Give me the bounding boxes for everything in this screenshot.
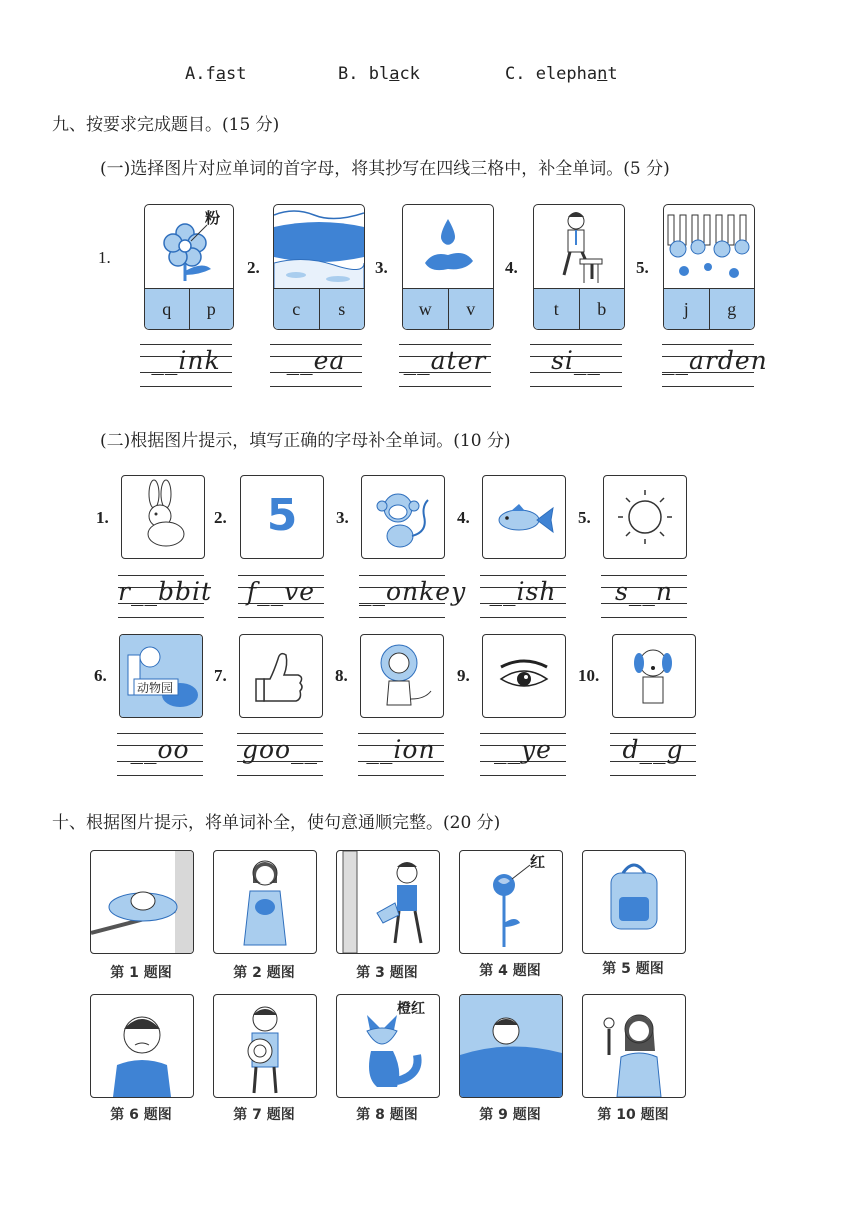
sleeping-child-icon	[460, 995, 562, 1097]
writing-lines[interactable]	[117, 733, 203, 777]
rabbit-icon	[122, 476, 204, 558]
figure-caption: 第 7 题图	[233, 1107, 295, 1123]
pink-label: 粉	[205, 209, 221, 227]
item-number: 4.	[457, 508, 470, 527]
picture-monkey	[361, 475, 445, 559]
picture-five	[240, 475, 324, 559]
word-blank: __ish	[489, 577, 557, 606]
picture-lion	[360, 634, 444, 718]
picture-card-flower	[144, 204, 234, 330]
choice-letter: q	[162, 298, 172, 319]
choice-letter: j	[683, 298, 689, 319]
picture-boy-watering	[336, 850, 440, 954]
picture-boy-hat	[213, 994, 317, 1098]
nest-icon	[91, 851, 193, 953]
item-number: 1.	[96, 508, 109, 527]
word-blank: si__	[551, 346, 601, 375]
writing-lines[interactable]	[118, 575, 212, 619]
choice-letter: g	[709, 289, 755, 329]
waving-woman-icon	[583, 995, 685, 1097]
girl-with-cat-icon	[214, 851, 316, 953]
figure-caption: 第 5 题图	[602, 961, 664, 977]
option-b: B. black	[338, 64, 420, 84]
item-number: 3.	[336, 508, 349, 527]
writing-lines[interactable]	[601, 575, 687, 619]
choice-letter: t	[553, 298, 559, 319]
section-9-part1-title: (一)选择图片对应单词的首字母，将其抄写在四线三格中，补全单词。(5 分)	[100, 159, 670, 179]
choice-letter: c	[292, 298, 301, 319]
watering-tree-icon	[337, 851, 439, 953]
monkey-icon	[362, 476, 444, 558]
picture-eye	[482, 634, 566, 718]
picture-rose	[459, 850, 563, 954]
word-blank: r__bbit	[118, 577, 212, 606]
sea-icon	[274, 205, 364, 289]
worried-man-icon	[91, 995, 193, 1097]
figure-caption: 第 9 题图	[479, 1107, 541, 1123]
word-blank: __ink	[151, 346, 221, 375]
rose-icon	[460, 851, 562, 953]
writing-lines[interactable]	[238, 575, 324, 619]
item-number: 2.	[247, 258, 260, 277]
picture-worried-man	[90, 994, 194, 1098]
five-digit: 5	[266, 490, 298, 541]
word-blank: __ion	[366, 735, 436, 764]
word-blank: __onkey	[359, 577, 467, 606]
word-blank: goo__	[241, 735, 319, 764]
writing-lines[interactable]	[359, 575, 467, 619]
picture-zoo	[119, 634, 203, 718]
writing-lines[interactable]	[530, 344, 622, 388]
picture-card-garden	[663, 204, 755, 330]
zoo-sign: 动物园	[137, 681, 174, 695]
picture-dog	[612, 634, 696, 718]
picture-card-sea	[273, 204, 365, 330]
picture-rabbit	[121, 475, 205, 559]
picture-card-water	[402, 204, 494, 330]
boy-with-hat-icon	[214, 995, 316, 1097]
writing-lines[interactable]	[610, 733, 696, 777]
figure-caption: 第 2 题图	[233, 965, 295, 981]
item-number: 10.	[578, 666, 600, 685]
sea-picture	[274, 205, 364, 293]
item-number: 3.	[375, 258, 388, 277]
water-drop-icon	[403, 205, 493, 289]
item-number: 2.	[214, 508, 227, 527]
option-c: C. elephant	[505, 64, 618, 84]
figure-caption: 第 8 题图	[356, 1107, 418, 1123]
sun-icon	[604, 476, 686, 558]
picture-girl-cat	[213, 850, 317, 954]
picture-sun	[603, 475, 687, 559]
garden-icon	[664, 205, 754, 289]
item-number: 6.	[94, 666, 107, 685]
picture-fox	[336, 994, 440, 1098]
item-number: 8.	[335, 666, 348, 685]
sitting-boy-picture	[534, 205, 624, 293]
writing-lines[interactable]	[237, 733, 323, 777]
picture-card-sit	[533, 204, 625, 330]
picture-sleeping	[459, 994, 563, 1098]
dog-icon	[613, 635, 695, 717]
flower-icon	[145, 205, 233, 289]
word-blank: __arden	[662, 346, 768, 375]
choice-letter: s	[319, 289, 365, 329]
figure-caption: 第 3 题图	[356, 965, 418, 981]
item-number: 5.	[636, 258, 649, 277]
picture-waving-woman	[582, 994, 686, 1098]
sitting-boy-icon	[534, 205, 624, 289]
water-picture	[403, 205, 493, 293]
section-10-title: 十、根据图片提示，将单词补全，使句意通顺完整。(20 分)	[52, 813, 501, 833]
word-blank: __ea	[286, 346, 346, 375]
figure-caption: 第 4 题图	[479, 963, 541, 979]
item-number: 7.	[214, 666, 227, 685]
thumbs-up-icon	[240, 635, 322, 717]
choice-letter: b	[579, 289, 625, 329]
schoolbag-icon	[583, 851, 685, 953]
item-number: 4.	[505, 258, 518, 277]
section-9-part2-title: (二)根据图片提示，填写正确的字母补全单词。(10 分)	[100, 431, 511, 451]
lion-icon	[361, 635, 443, 717]
picture-thumbs-up	[239, 634, 323, 718]
figure-caption: 第 10 题图	[597, 1107, 669, 1123]
item-number: 1.	[98, 248, 111, 267]
word-blank: d__g	[622, 735, 684, 764]
writing-lines[interactable]	[480, 733, 566, 777]
word-blank: __ater	[403, 346, 487, 375]
orange-red-label: 橙红	[397, 1001, 425, 1017]
fish-icon	[483, 476, 565, 558]
item-number: 9.	[457, 666, 470, 685]
red-label: 红	[530, 853, 546, 871]
word-blank: f__ve	[246, 577, 316, 606]
flower-picture	[145, 205, 233, 293]
figure-caption: 第 1 题图	[110, 965, 172, 981]
word-blank: __ye	[494, 735, 552, 764]
fox-icon	[337, 995, 439, 1097]
garden-picture	[664, 205, 754, 293]
section-9-title: 九、按要求完成题目。(15 分)	[52, 115, 280, 135]
choice-letter: p	[189, 289, 234, 329]
word-blank: s__n	[615, 577, 673, 606]
writing-lines[interactable]	[399, 344, 491, 388]
eye-icon	[483, 635, 565, 717]
item-number: 5.	[578, 508, 591, 527]
writing-lines[interactable]	[140, 344, 232, 388]
writing-lines[interactable]	[480, 575, 566, 619]
writing-lines[interactable]	[270, 344, 362, 388]
picture-fish	[482, 475, 566, 559]
writing-lines[interactable]	[358, 733, 444, 777]
writing-lines[interactable]	[662, 344, 768, 388]
choice-letter: v	[448, 289, 494, 329]
word-blank: __oo	[130, 735, 190, 764]
picture-nest	[90, 850, 194, 954]
zoo-icon	[120, 635, 202, 717]
picture-schoolbag	[582, 850, 686, 954]
figure-caption: 第 6 题图	[110, 1107, 172, 1123]
option-a: A.fast	[185, 64, 247, 84]
choice-letter: w	[418, 298, 432, 319]
